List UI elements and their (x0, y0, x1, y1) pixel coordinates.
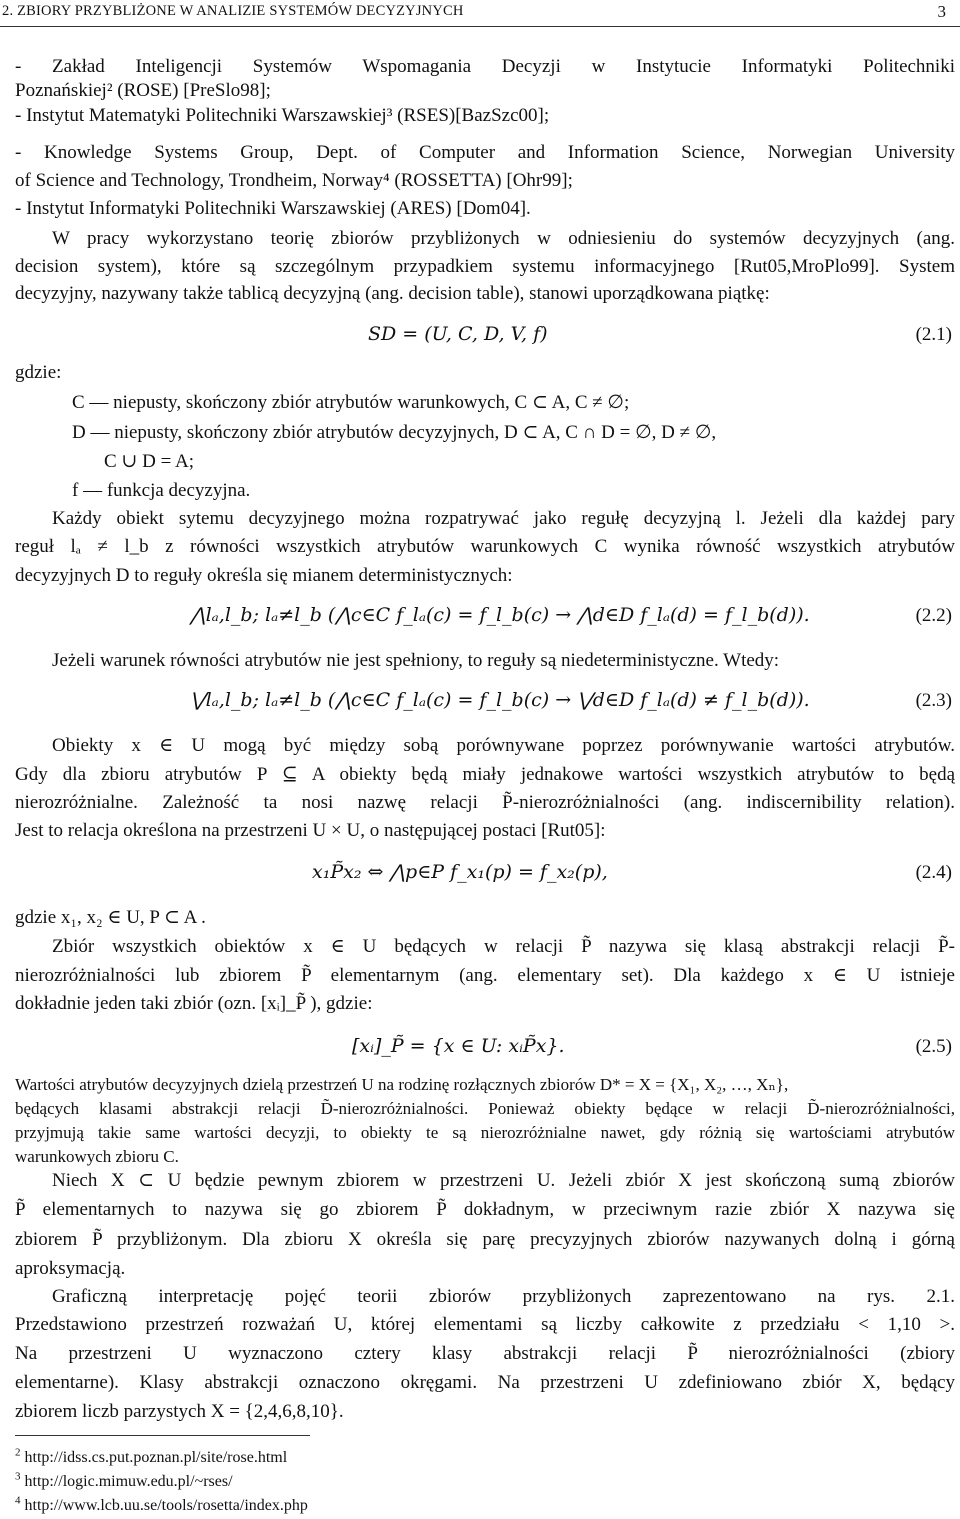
paragraph-line: Każdy obiekt sytemu decyzyjnego można rozpatrywać jako regułę decyzyjną l. Jeżeli dla każdej pary (52, 508, 955, 529)
paragraph-line: decyzyjny, nazywany także tablicą decyzyjną (ang. decision table), stanowi uporządkowana piątkę: (15, 283, 770, 304)
paragraph-line: Gdy dla zbioru atrybutów P ⊆ A obiekty będą miały jednakowe wartości wszystkich atrybutów to będą (15, 764, 955, 785)
gdzie-eq4: gdzie x₁, x₂ ∈ U, P ⊂ A . (15, 907, 206, 928)
footnote-number: 2 (15, 1446, 21, 1459)
paragraph-line: Na przestrzeni U wyznaczono cztery klasy abstrakcji relacji P̃ nierozróżnialności (zbiory (15, 1343, 955, 1364)
paragraph-line: nierozróżnialne. Zależność ta nosi nazwę relacji P̃-nierozróżnialności (ang. indiscernibility relation). (15, 792, 955, 813)
paragraph-line: Zbiór wszystkich obiektów x ∈ U będących w relacji P̃ nazywa się klasą abstrakcji relacji P̃- (52, 936, 955, 957)
equation-number: (2.2) (915, 605, 952, 626)
definition-f: f — funkcja decyzyjna. (72, 480, 251, 501)
footnote (15, 1471, 233, 1492)
paragraph-line: reguł lₐ ≠ l_b z równości wszystkich atrybutów warunkowych C wynika równość wszystkich atrybutów (15, 536, 955, 557)
paragraph-line: zbiorem P̃ przybliżonym. Dla zbioru X określa się parę precyzyjnych zbiorów nazywanych dolną i górną (15, 1229, 955, 1250)
paragraph-line: Przedstawiono przestrzeń rozważań U, której elementami są liczby całkowite z przedziału < 1,10 >. (15, 1314, 955, 1335)
equation-2-5: [xᵢ]_P̃ = {x ∈ U: xᵢP̃x}. (352, 1035, 565, 1057)
footnote-link[interactable]: http://idss.cs.put.poznan.pl/site/rose.html (24, 1449, 288, 1466)
paragraph-line: aproksymacją. (15, 1258, 126, 1279)
chapter-title: 2. ZBIORY PRZYBLIŻONE W ANALIZIE SYSTEMÓW DECYZYJNYCH (2, 3, 464, 19)
gdzie-label: gdzie: (15, 362, 62, 383)
page-number: 3 (937, 2, 946, 21)
intro-line: - Instytut Matematyki Politechniki Warszawskiej³ (RSES)[BazSzc00]; (15, 105, 550, 126)
intro-line: of Science and Technology, Trondheim, Norway⁴ (ROSSETTA) [Ohr99]; (15, 170, 573, 191)
paragraph-line: P̃ elementarnych to nazywa się go zbiorem P̃ dokładnym, w przeciwnym razie zbiór X nazywa się (15, 1199, 955, 1220)
footnote-link[interactable]: http://www.lcb.uu.se/tools/rosetta/index.php (24, 1497, 308, 1514)
definition-c: C — niepusty, skończony zbiór atrybutów warunkowych, C ⊂ A, C ≠ ∅; (72, 392, 630, 413)
definition-d: D — niepusty, skończony zbiór atrybutów decyzyjnych, D ⊂ A, C ∩ D = ∅, D ≠ ∅, (72, 422, 717, 443)
paragraph-line: Wartości atrybutów decyzyjnych dzielą przestrzeń U na rodzinę rozłącznych zbiorów D* = X = {X₁, X₂, …, Xₙ}, (15, 1075, 789, 1094)
equation-number: (2.1) (915, 324, 952, 345)
footnote (15, 1447, 287, 1468)
paragraph-line: decyzyjnych D to reguły określa się mianem deterministycznych: (15, 565, 513, 586)
header-divider (0, 26, 960, 27)
equation-number: (2.5) (915, 1036, 952, 1057)
paragraph-line: W pracy wykorzystano teorię zbiorów przybliżonych w odniesieniu do systemów decyzyjnych (ang. (52, 228, 955, 249)
paragraph-line: zbiorem liczb parzystych X = {2,4,6,8,10}. (15, 1401, 344, 1422)
intro-line: - Instytut Informatyki Politechniki Warszawskiej (ARES) [Dom04]. (15, 198, 531, 219)
paragraph-line: Jeżeli warunek równości atrybutów nie jest spełniony, to reguły są niedeterministyczne. Wtedy: (52, 650, 780, 671)
intro-line: - Knowledge Systems Group, Dept. of Computer and Information Science, Norwegian University (15, 142, 955, 163)
footnote-link[interactable]: http://logic.mimuw.edu.pl/~rses/ (24, 1473, 233, 1490)
paragraph-line: elementarne). Klasy abstrakcji oznaczono okręgami. Na przestrzeni U zdefiniowano zbiór X, będący (15, 1372, 955, 1393)
footnote-number: 4 (15, 1494, 21, 1507)
paragraph-line: będących klasami abstrakcji relacji D̃-nierozróżnialności. Ponieważ obiekty będące w relacji D̃-nierozróżnialności, (15, 1099, 955, 1118)
definition-union: C ∪ D = A; (104, 451, 194, 472)
paragraph-line: nierozróżnialności lub zbiorem P̃ elementarnym (ang. elementary set). Dla każdego x ∈ U istnieje (15, 965, 955, 986)
equation-2-4: x₁P̃x₂ ⇔ ⋀p∈P f_x₁(p) = f_x₂(p), (312, 861, 608, 883)
paragraph-line: Niech X ⊂ U będzie pewnym zbiorem w przestrzeni U. Jeżeli zbiór X jest skończoną sumą zbiorów (52, 1170, 955, 1191)
paragraph-line: warunkowych zbioru C. (15, 1147, 179, 1166)
paragraph-line: przyjmują takie same wartości decyzji, to obiekty te są nierozróżnialne nawet, gdy różnią się wartościami atrybutów (15, 1123, 955, 1142)
equation-2-1: SD = (U, C, D, V, f) (368, 323, 548, 345)
running-header (0, 0, 960, 30)
footnote-number: 3 (15, 1470, 21, 1483)
intro-line: Poznańskiej² (ROSE) [PreSlo98]; (15, 80, 271, 101)
paragraph-line: Obiekty x ∈ U mogą być między sobą porównywane poprzez porównywanie wartości atrybutów. (52, 735, 955, 756)
equation-number: (2.3) (915, 690, 952, 711)
paragraph-line: Graficzną interpretację pojęć teorii zbiorów przybliżonych zaprezentowano na rys. 2.1. (52, 1286, 955, 1307)
paragraph-line: dokładnie jeden taki zbiór (ozn. [xᵢ]_P̃ ), gdzie: (15, 993, 373, 1014)
equation-2-3: ⋁lₐ,l_b; lₐ≠l_b (⋀c∈C f_lₐ(c) = f_l_b(c) → ⋁d∈D f_lₐ(d) ≠ f_l_b(d)). (190, 689, 810, 711)
footnote (15, 1495, 308, 1516)
equation-2-2: ⋀lₐ,l_b; lₐ≠l_b (⋀c∈C f_lₐ(c) = f_l_b(c) → ⋀d∈D f_lₐ(d) = f_l_b(d)). (190, 604, 810, 626)
intro-line: - Zakład Inteligencji Systemów Wspomagania Decyzji w Instytucie Informatyki Politechniki (15, 56, 955, 77)
paragraph-line: Jest to relacja określona na przestrzeni U × U, o następującej postaci [Rut05]: (15, 820, 606, 841)
footnote-divider (15, 1435, 310, 1436)
paragraph-line: decision system), które są szczególnym przypadkiem systemu informacyjnego [Rut05,MroPlo99]. System (15, 256, 955, 277)
equation-number: (2.4) (915, 862, 952, 883)
